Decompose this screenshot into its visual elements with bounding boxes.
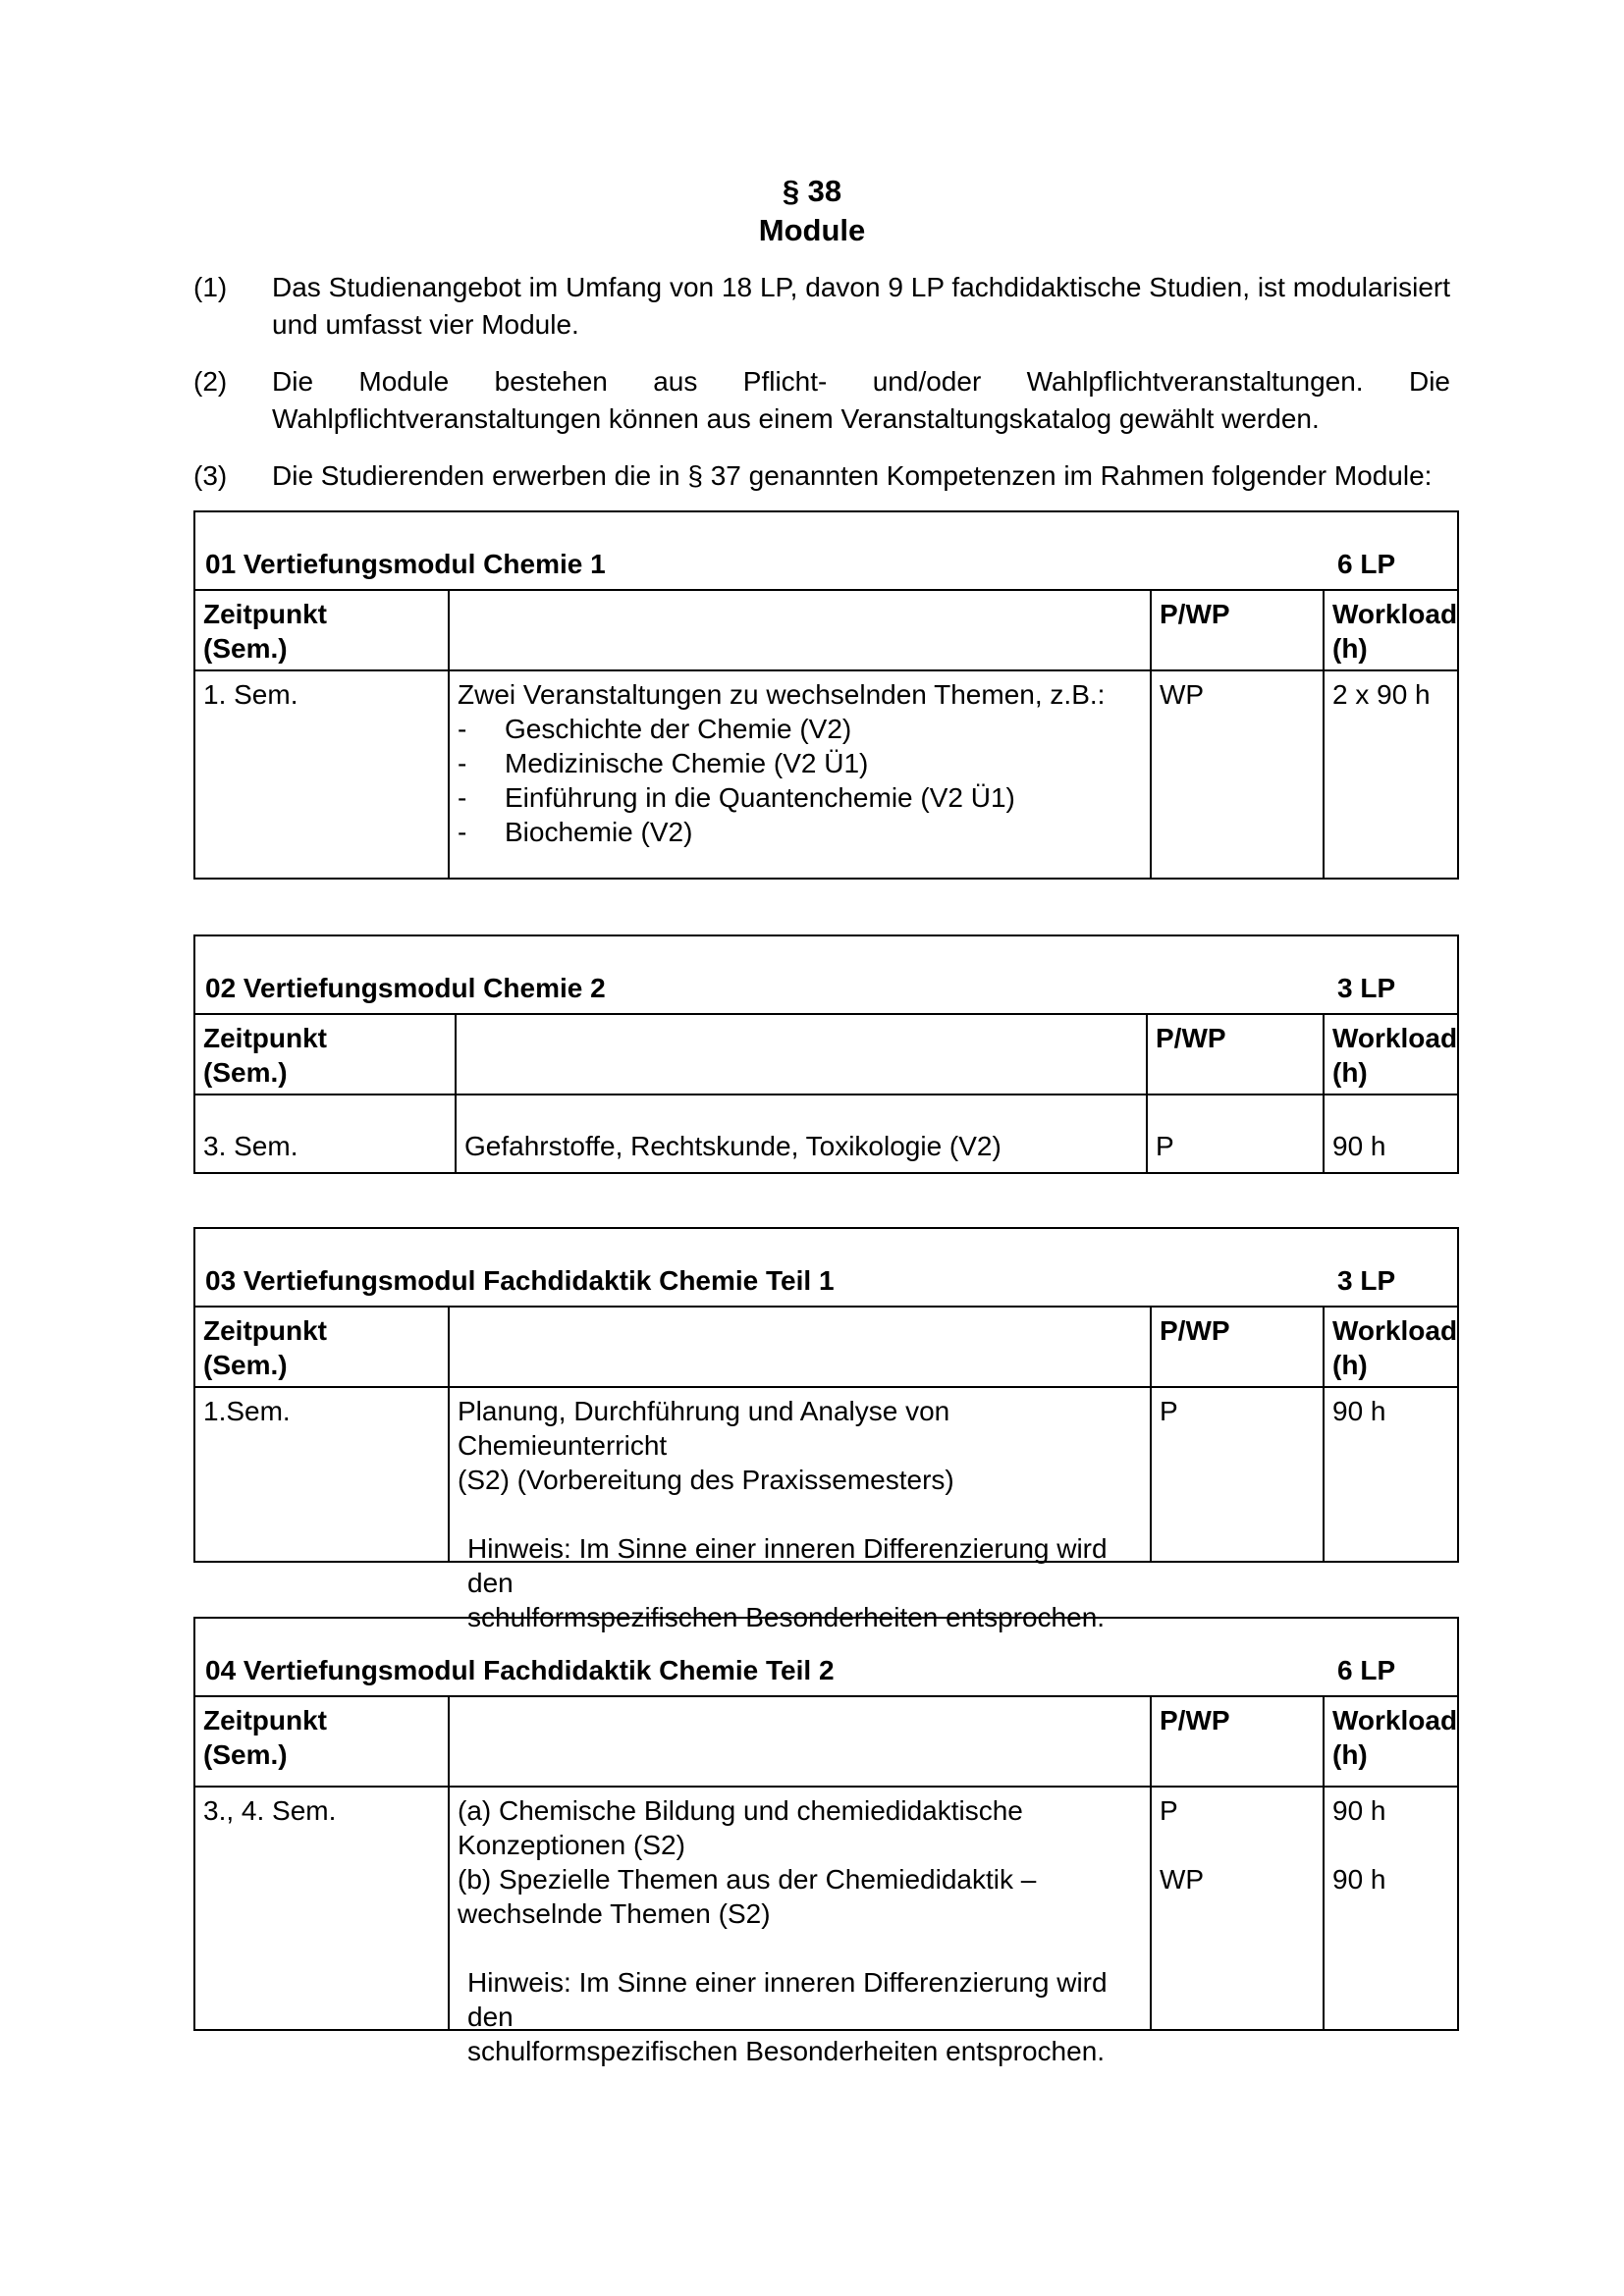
cell-pwp: P WP xyxy=(1150,1788,1323,2029)
header-content xyxy=(448,1308,1150,1386)
module-02-table xyxy=(193,934,1459,1174)
table-header-row xyxy=(195,1697,1457,1788)
header-workload: Workload (h) xyxy=(1323,1697,1457,1786)
cell-semester: 3. Sem. xyxy=(203,1131,298,1161)
header-content xyxy=(448,591,1150,669)
module-title: 02 Vertiefungsmodul Chemie 2 xyxy=(205,973,606,1003)
header-pwp: P/WP xyxy=(1150,1697,1323,1786)
header-pwp: P/WP xyxy=(1150,1308,1323,1386)
table-row xyxy=(195,1388,1457,1632)
header-content xyxy=(448,1697,1150,1786)
cell-semester: 1. Sem. xyxy=(203,679,298,710)
paragraph-text: Das Studienangebot im Umfang von 18 LP, davon 9 LP fachdidaktische Studien, ist modularisiert und umfasst vier Module. xyxy=(272,272,1450,340)
content-intro: Zwei Veranstaltungen zu wechselnden Themen, z.B.: xyxy=(458,679,1106,710)
table-header-row xyxy=(195,591,1457,671)
cell-content: (a) Chemische Bildung und chemiedidaktische Konzeptionen (S2) (b) Spezielle Themen aus der Chemiedidaktik – wechselnde Themen (S2) Hinweis: Im Sinne einer inneren Differenzierung wird den schulformspezifischen Besonderheiten entsprochen. xyxy=(448,1788,1150,2029)
hint-text: Hinweis: Im Sinne einer inneren Differenzierung wird den schulformspezifischen Besonderheiten entsprochen. xyxy=(467,1967,1108,2066)
cell-content: Planung, Durchführung und Analyse von Chemieunterricht (S2) (Vorbereitung des Praxissemesters) Hinweis: Im Sinne einer inneren Differenzierung wird den schulformspezifischen Besonderheiten entsprochen. xyxy=(448,1388,1150,1561)
module-header xyxy=(195,936,1457,1015)
header-workload: Workload (h) xyxy=(1323,591,1457,669)
table-header-row xyxy=(195,1015,1457,1095)
module-credits: 3 LP xyxy=(1337,1265,1396,1296)
header-workload: Workload (h) xyxy=(1323,1308,1457,1386)
paragraph-text: Die Studierenden erwerben die in § 37 genannten Kompetenzen im Rahmen folgender Module: xyxy=(272,460,1433,491)
header-pwp: P/WP xyxy=(1146,1015,1323,1094)
module-header xyxy=(195,1619,1457,1697)
header-content xyxy=(455,1015,1146,1094)
cell-workload: 90 h xyxy=(1323,1095,1457,1172)
module-title: 04 Vertiefungsmodul Fachdidaktik Chemie Teil 2 xyxy=(205,1655,835,1685)
section-number: § 38 xyxy=(782,174,842,208)
cell-content xyxy=(448,671,1150,878)
hint-text: Hinweis: Im Sinne einer inneren Differenzierung wird den schulformspezifischen Besonderheiten entsprochen. xyxy=(467,1533,1108,1632)
header-workload: Workload (h) xyxy=(1323,1015,1457,1094)
module-03-table xyxy=(193,1227,1459,1632)
paragraph-text-line: Die Module bestehen aus Pflicht- und/oder Wahlpflichtveranstaltungen. Die xyxy=(272,366,1450,397)
header-zeitpunkt: Zeitpunkt (Sem.) xyxy=(203,1315,327,1380)
module-header xyxy=(195,512,1457,591)
table-row xyxy=(195,1095,1457,1172)
module-header xyxy=(195,1229,1457,1308)
table-header-row xyxy=(195,1308,1457,1388)
table-row xyxy=(195,1788,1457,2066)
header-zeitpunkt: Zeitpunkt (Sem.) xyxy=(203,1023,327,1088)
cell-workload: 2 x 90 h xyxy=(1323,671,1457,878)
module-credits: 3 LP xyxy=(1337,973,1396,1003)
cell-pwp: WP xyxy=(1150,671,1323,878)
module-04-table xyxy=(193,1617,1459,2066)
header-zeitpunkt: Zeitpunkt (Sem.) xyxy=(203,1705,327,1770)
paragraph-number: (1) xyxy=(193,272,228,302)
table-row xyxy=(195,671,1457,878)
module-credits: 6 LP xyxy=(1337,549,1396,579)
cell-pwp: P xyxy=(1146,1095,1323,1172)
list-item: - Medizinische Chemie (V2 Ü1) xyxy=(458,748,869,778)
cell-semester: 1.Sem. xyxy=(203,1396,291,1426)
cell-workload: 90 h xyxy=(1323,1388,1457,1561)
cell-workload: 90 h 90 h xyxy=(1323,1788,1457,2029)
list-item: - Geschichte der Chemie (V2) xyxy=(458,714,852,744)
cell-content: Gefahrstoffe, Rechtskunde, Toxikologie (V2) xyxy=(455,1095,1146,1172)
header-pwp: P/WP xyxy=(1150,591,1323,669)
module-01-table xyxy=(193,510,1459,880)
section-title: Module xyxy=(758,213,866,247)
cell-pwp: P xyxy=(1150,1388,1323,1561)
paragraph-number: (2) xyxy=(193,366,228,397)
header-zeitpunkt: Zeitpunkt (Sem.) xyxy=(203,599,327,664)
module-title: 01 Vertiefungsmodul Chemie 1 xyxy=(205,549,606,579)
cell-semester: 3., 4. Sem. xyxy=(203,1795,337,1826)
module-credits: 6 LP xyxy=(1337,1655,1396,1685)
paragraph-number: (3) xyxy=(193,460,228,491)
list-item: - Einführung in die Quantenchemie (V2 Ü1) xyxy=(458,782,1015,813)
paragraph-text-line: Wahlpflichtveranstaltungen können aus einem Veranstaltungskatalog gewählt werden. xyxy=(272,403,1320,434)
module-title: 03 Vertiefungsmodul Fachdidaktik Chemie Teil 1 xyxy=(205,1265,835,1296)
list-item: - Biochemie (V2) xyxy=(458,817,693,847)
